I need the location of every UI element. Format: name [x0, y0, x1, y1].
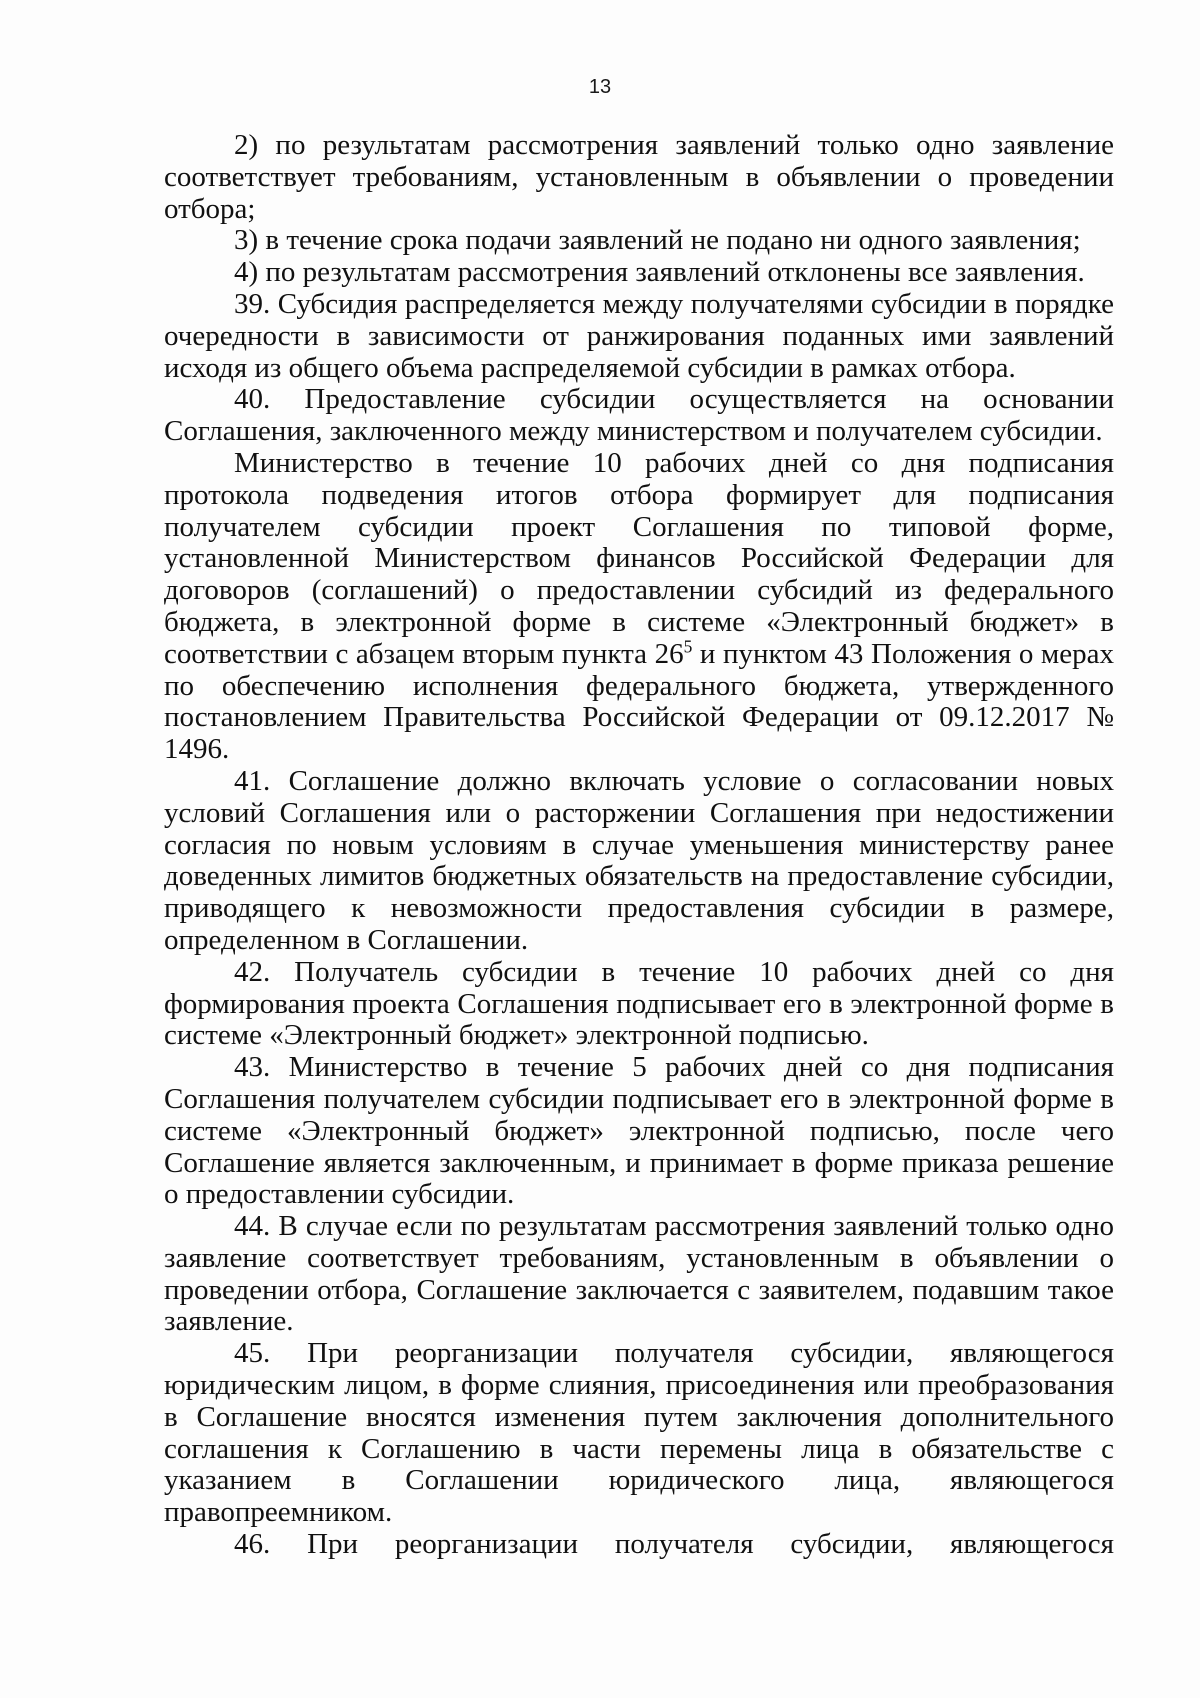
paragraph-item-4: 4) по результатам рассмотрения заявлений отклонены все заявления. [234, 256, 1085, 289]
paragraph-41: 41. Соглашение должно включать условие о согласовании новых условий Соглашения или о расторжении Соглашения при недостижении согласия по новым условиям в случае уменьшения министерству ранее доведенных лимитов бюджетных обязательств на предоставление субсидии, приводящего к невозможности предоставления субсидии в размере, определенном в Соглашении. [164, 764, 1114, 956]
paragraph-40: 40. Предоставление субсидии осуществляется на основании Соглашения, заключенного между министерством и получателем субсидии. [164, 383, 1114, 448]
paragraph-44: 44. В случае если по результатам рассмотрения заявлений только одно заявление соответствует требованиям, установленным в объявлении о проведении отбора, Соглашение заключается с заявителем, подавшим такое заявление. [164, 1210, 1114, 1338]
document-body [164, 130, 1114, 1561]
paragraph-45: 45. При реорганизации получателя субсидии, являющегося юридическим лицом, в форме слияния, присоединения или преобразования в Соглашение вносятся изменения путем заключения дополнительного соглашения к Соглашению в части перемены лица в обязательстве с указанием в Соглашении юридического лица, являющегося правопреемником. [164, 1337, 1114, 1529]
paragraph-ministry-procedure [164, 448, 1114, 766]
paragraph-item-3: 3) в течение срока подачи заявлений не подано ни одного заявления; [234, 224, 1081, 257]
paragraph-text-after-footnote: и пунктом 43 Положения о мерах по обеспечению исполнения федерального бюджета, утвержденного постановлением Правительства Российской Федерации от 09.12.2017 № 1496. [164, 637, 1114, 766]
paragraph-text-before-footnote: Министерство в течение 10 рабочих дней со дня подписания протокола подведения итогов отбора формирует для подписания получателем субсидии проект Соглашения по типовой форме, установленной Министерством финансов Российской Федерации для договоров (соглашений) о предоставлении субсидий из федерального бюджета, в электронной форме в системе «Электронный бюджет» в соответствии с абзацем вторым пункта 26 [164, 446, 1114, 670]
paragraph-42: 42. Получатель субсидии в течение 10 рабочих дней со дня формирования проекта Соглашения подписывает его в электронной форме в системе «Электронный бюджет» электронной подписью. [164, 955, 1114, 1052]
paragraph-46: 46. При реорганизации получателя субсидии, являющегося [234, 1528, 1114, 1561]
paragraph-43: 43. Министерство в течение 5 рабочих дней со дня подписания Соглашения получателем субсидии подписывает его в электронной форме в системе «Электронный бюджет» электронной подписью, после чего Соглашение является заключенным, и принимает в форме приказа решение о предоставлении субсидии. [164, 1051, 1114, 1211]
paragraph-39: 39. Субсидия распределяется между получателями субсидии в порядке очередности в зависимости от ранжирования поданных ими заявлений исходя из общего объема распределяемой субсидии в рамках отбора. [164, 287, 1114, 384]
paragraph-item-2: 2) по результатам рассмотрения заявлений только одно заявление соответствует требованиям, установленным в объявлении о проведении отбора; [164, 129, 1114, 225]
superscript-reference: 5 [683, 636, 693, 657]
page-number: 13 [588, 76, 612, 98]
